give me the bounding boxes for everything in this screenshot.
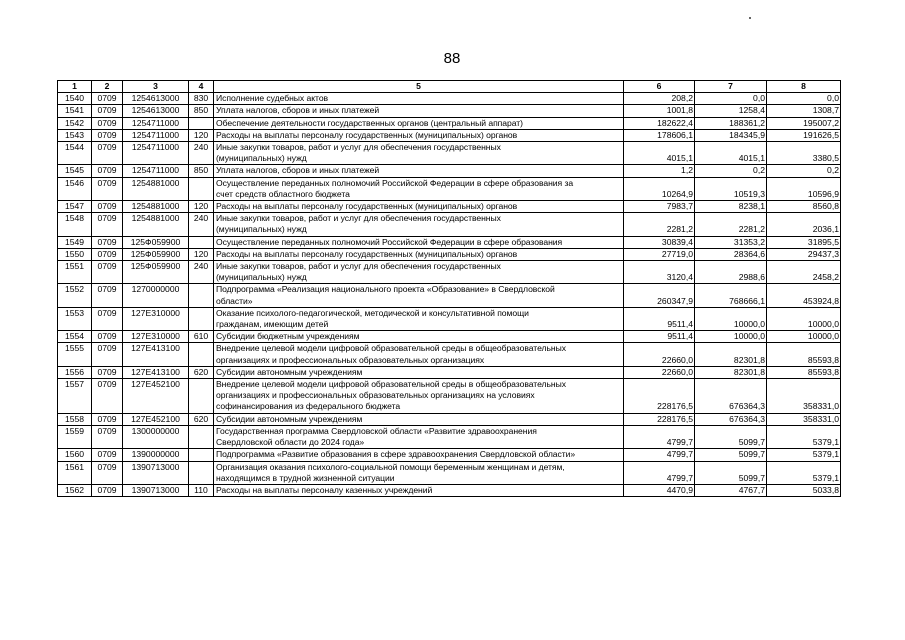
target-item-code-cell: 1390713000 — [123, 461, 189, 484]
expense-type-cell — [189, 379, 214, 414]
row-number-cell: 1552 — [58, 284, 92, 307]
description-line: счет средств областного бюджета — [216, 188, 350, 199]
row-number-cell: 1549 — [58, 236, 92, 248]
expense-type-cell — [189, 461, 214, 484]
expense-type-cell — [189, 343, 214, 366]
row-number-cell: 1546 — [58, 177, 92, 200]
description-cell — [214, 236, 624, 248]
description-line: софинансирования из федерального бюджета — [216, 401, 401, 412]
description-line: (муниципальных) нужд — [216, 272, 307, 283]
section-code-cell: 0709 — [92, 449, 123, 461]
row-number-cell: 1554 — [58, 331, 92, 343]
target-item-code-cell: 1254711000 — [123, 165, 189, 177]
amount-col8-cell: 31895,5 — [767, 236, 841, 248]
table-row — [58, 117, 841, 129]
table-row — [58, 142, 841, 165]
amount-col7-cell: 2281,2 — [695, 213, 767, 236]
table-row — [58, 129, 841, 141]
target-item-code-cell: 1254711000 — [123, 129, 189, 141]
row-number-cell: 1548 — [58, 213, 92, 236]
row-number-cell: 1540 — [58, 93, 92, 105]
section-code-cell: 0709 — [92, 425, 123, 448]
target-item-code-cell: 1254881000 — [123, 177, 189, 200]
expense-type-cell: 240 — [189, 261, 214, 284]
target-item-code-cell: 1300000000 — [123, 425, 189, 448]
description-line: гражданам, имеющим детей — [216, 319, 329, 330]
amount-col7-cell: 5099,7 — [695, 449, 767, 461]
table-row — [58, 213, 841, 236]
amount-col7-cell: 10000,0 — [695, 331, 767, 343]
description-cell — [214, 93, 624, 105]
target-item-code-cell: 1254711000 — [123, 117, 189, 129]
row-number-cell: 1545 — [58, 165, 92, 177]
section-code-cell: 0709 — [92, 284, 123, 307]
expense-type-cell: 120 — [189, 129, 214, 141]
target-item-code-cell: 1254881000 — [123, 213, 189, 236]
amount-col8-cell: 5379,1 — [767, 425, 841, 448]
row-number-cell: 1547 — [58, 201, 92, 213]
description-cell — [214, 105, 624, 117]
section-code-cell: 0709 — [92, 248, 123, 260]
column-header: 3 — [123, 81, 189, 93]
section-code-cell: 0709 — [92, 213, 123, 236]
description-line: Государственная программа Свердловской области «Развитие здравоохранения — [216, 425, 537, 436]
section-code-cell: 0709 — [92, 129, 123, 141]
amount-col7-cell: 28364,6 — [695, 248, 767, 260]
amount-col7-cell: 676364,3 — [695, 413, 767, 425]
amount-col7-cell: 10000,0 — [695, 307, 767, 330]
table-row — [58, 379, 841, 414]
amount-col8-cell: 29437,3 — [767, 248, 841, 260]
expense-type-cell — [189, 284, 214, 307]
amount-col8-cell: 191626,5 — [767, 129, 841, 141]
description-line: Подпрограмма «Реализация национального проекта «Образование» в Свердловской — [216, 284, 555, 295]
amount-col7-cell: 82301,8 — [695, 343, 767, 366]
section-code-cell: 0709 — [92, 413, 123, 425]
section-code-cell: 0709 — [92, 366, 123, 378]
section-code-cell: 0709 — [92, 201, 123, 213]
section-code-cell: 0709 — [92, 236, 123, 248]
amount-col8-cell: 0,2 — [767, 165, 841, 177]
table-row — [58, 413, 841, 425]
amount-col6-cell: 22660,0 — [624, 366, 695, 378]
table-row — [58, 284, 841, 307]
description-line: Расходы на выплаты персоналу государственных (муниципальных) органов — [216, 248, 518, 259]
amount-col6-cell: 4015,1 — [624, 142, 695, 165]
amount-col6-cell: 3120,4 — [624, 261, 695, 284]
description-cell — [214, 261, 624, 284]
amount-col6-cell: 4799,7 — [624, 425, 695, 448]
amount-col8-cell: 85593,8 — [767, 366, 841, 378]
amount-col6-cell: 260347,9 — [624, 284, 695, 307]
amount-col7-cell: 184345,9 — [695, 129, 767, 141]
description-line: Осуществление переданных полномочий Российской Федерации в сфере образования — [216, 236, 563, 247]
row-number-cell: 1557 — [58, 379, 92, 414]
amount-col6-cell: 9511,4 — [624, 331, 695, 343]
row-number-cell: 1558 — [58, 413, 92, 425]
description-line: (муниципальных) нужд — [216, 224, 307, 235]
amount-col7-cell: 1258,4 — [695, 105, 767, 117]
amount-col8-cell: 358331,0 — [767, 413, 841, 425]
amount-col6-cell: 2281,2 — [624, 213, 695, 236]
table-row — [58, 93, 841, 105]
amount-col7-cell: 188361,2 — [695, 117, 767, 129]
row-number-cell: 1562 — [58, 484, 92, 496]
amount-col8-cell: 2458,2 — [767, 261, 841, 284]
table-row — [58, 248, 841, 260]
expense-type-cell: 850 — [189, 165, 214, 177]
budget-table — [57, 80, 841, 497]
expense-type-cell: 620 — [189, 413, 214, 425]
description-line: Оказание психолого-педагогической, методической и консультативной помощи — [216, 307, 529, 318]
amount-col7-cell: 0,2 — [695, 165, 767, 177]
amount-col8-cell: 2036,1 — [767, 213, 841, 236]
target-item-code-cell: 125Ф059900 — [123, 248, 189, 260]
row-number-cell: 1550 — [58, 248, 92, 260]
header-row — [58, 81, 841, 93]
amount-col6-cell: 27719,0 — [624, 248, 695, 260]
table-row — [58, 236, 841, 248]
description-line: Внедрение целевой модели цифровой образовательной среды в общеобразовательных — [216, 379, 566, 390]
amount-col7-cell: 4015,1 — [695, 142, 767, 165]
expense-type-cell — [189, 177, 214, 200]
column-header: 8 — [767, 81, 841, 93]
target-item-code-cell: 1270000000 — [123, 284, 189, 307]
expense-type-cell — [189, 117, 214, 129]
table-row — [58, 261, 841, 284]
amount-col6-cell: 1001,8 — [624, 105, 695, 117]
amount-col6-cell: 7983,7 — [624, 201, 695, 213]
description-line: Расходы на выплаты персоналу казенных учреждений — [216, 484, 433, 495]
amount-col7-cell: 8238,1 — [695, 201, 767, 213]
amount-col8-cell: 358331,0 — [767, 379, 841, 414]
table-row — [58, 177, 841, 200]
amount-col8-cell: 85593,8 — [767, 343, 841, 366]
target-item-code-cell: 1254711000 — [123, 142, 189, 165]
description-cell — [214, 165, 624, 177]
section-code-cell: 0709 — [92, 117, 123, 129]
amount-col8-cell: 195007,2 — [767, 117, 841, 129]
description-line: Расходы на выплаты персоналу государственных (муниципальных) органов — [216, 201, 518, 212]
description-cell — [214, 379, 624, 414]
section-code-cell: 0709 — [92, 307, 123, 330]
description-cell — [214, 129, 624, 141]
target-item-code-cell: 1254613000 — [123, 105, 189, 117]
description-cell — [214, 461, 624, 484]
section-code-cell: 0709 — [92, 261, 123, 284]
table-row — [58, 331, 841, 343]
row-number-cell: 1560 — [58, 449, 92, 461]
description-cell — [214, 142, 624, 165]
description-cell — [214, 284, 624, 307]
amount-col8-cell: 0,0 — [767, 93, 841, 105]
amount-col6-cell: 4799,7 — [624, 461, 695, 484]
description-cell — [214, 201, 624, 213]
amount-col6-cell: 4470,9 — [624, 484, 695, 496]
amount-col8-cell: 5379,1 — [767, 461, 841, 484]
amount-col7-cell: 82301,8 — [695, 366, 767, 378]
table-row — [58, 449, 841, 461]
description-line: находящимся в трудной жизненной ситуации — [216, 472, 395, 483]
amount-col6-cell: 30839,4 — [624, 236, 695, 248]
section-code-cell: 0709 — [92, 142, 123, 165]
expense-type-cell: 120 — [189, 201, 214, 213]
row-number-cell: 1561 — [58, 461, 92, 484]
expense-type-cell — [189, 236, 214, 248]
table-row — [58, 307, 841, 330]
amount-col6-cell: 228176,5 — [624, 379, 695, 414]
table-row — [58, 343, 841, 366]
description-line: Иные закупки товаров, работ и услуг для обеспечения государственных — [216, 213, 501, 224]
amount-col8-cell: 10000,0 — [767, 307, 841, 330]
target-item-code-cell: 127Е310000 — [123, 307, 189, 330]
target-item-code-cell: 127Е413100 — [123, 343, 189, 366]
section-code-cell: 0709 — [92, 379, 123, 414]
description-cell — [214, 449, 624, 461]
expense-type-cell: 610 — [189, 331, 214, 343]
description-line: Иные закупки товаров, работ и услуг для обеспечения государственных — [216, 142, 501, 153]
row-number-cell: 1555 — [58, 343, 92, 366]
row-number-cell: 1553 — [58, 307, 92, 330]
column-header: 1 — [58, 81, 92, 93]
amount-col6-cell: 1,2 — [624, 165, 695, 177]
amount-col6-cell: 9511,4 — [624, 307, 695, 330]
description-line: Обеспечение деятельности государственных органов (центральный аппарат) — [216, 117, 523, 128]
description-cell — [214, 484, 624, 496]
description-line: Внедрение целевой модели цифровой образовательной среды в общеобразовательных — [216, 343, 566, 354]
description-line: Подпрограмма «Развитие образования в сфере здравоохранения Свердловской области» — [216, 449, 576, 460]
description-line: Субсидии автономным учреждениям — [216, 366, 363, 377]
target-item-code-cell: 127Е452100 — [123, 413, 189, 425]
amount-col8-cell: 453924,8 — [767, 284, 841, 307]
amount-col7-cell: 31353,2 — [695, 236, 767, 248]
expense-type-cell: 240 — [189, 213, 214, 236]
scan-speck — [749, 17, 751, 19]
description-line: Субсидии бюджетным учреждениям — [216, 331, 360, 342]
row-number-cell: 1551 — [58, 261, 92, 284]
column-header: 7 — [695, 81, 767, 93]
table-row — [58, 425, 841, 448]
amount-col7-cell: 10519,3 — [695, 177, 767, 200]
table-row — [58, 165, 841, 177]
description-cell — [214, 343, 624, 366]
target-item-code-cell: 1254881000 — [123, 201, 189, 213]
description-line: Иные закупки товаров, работ и услуг для обеспечения государственных — [216, 261, 501, 272]
description-cell — [214, 366, 624, 378]
page-number: 88 — [443, 50, 461, 67]
description-line: организациях и профессиональных образовательных организациях на условиях — [216, 390, 535, 401]
description-line: Организация оказания психолого-социальной помощи беременным женщинам и детям, — [216, 461, 565, 472]
target-item-code-cell: 127Е310000 — [123, 331, 189, 343]
section-code-cell: 0709 — [92, 331, 123, 343]
amount-col7-cell: 5099,7 — [695, 425, 767, 448]
target-item-code-cell: 127Е413100 — [123, 366, 189, 378]
row-number-cell: 1544 — [58, 142, 92, 165]
amount-col8-cell: 5379,1 — [767, 449, 841, 461]
section-code-cell: 0709 — [92, 177, 123, 200]
expense-type-cell: 830 — [189, 93, 214, 105]
row-number-cell: 1542 — [58, 117, 92, 129]
amount-col8-cell: 8560,8 — [767, 201, 841, 213]
amount-col6-cell: 4799,7 — [624, 449, 695, 461]
amount-col7-cell: 5099,7 — [695, 461, 767, 484]
description-line: Осуществление переданных полномочий Российской Федерации в сфере образования за — [216, 177, 574, 188]
target-item-code-cell: 1390713000 — [123, 484, 189, 496]
column-header: 2 — [92, 81, 123, 93]
column-header: 4 — [189, 81, 214, 93]
expense-type-cell: 120 — [189, 248, 214, 260]
amount-col6-cell: 182622,4 — [624, 117, 695, 129]
description-cell — [214, 331, 624, 343]
column-header: 6 — [624, 81, 695, 93]
amount-col6-cell: 228176,5 — [624, 413, 695, 425]
amount-col7-cell: 4767,7 — [695, 484, 767, 496]
section-code-cell: 0709 — [92, 343, 123, 366]
expense-type-cell — [189, 449, 214, 461]
table-row — [58, 461, 841, 484]
amount-col8-cell: 1308,7 — [767, 105, 841, 117]
section-code-cell: 0709 — [92, 105, 123, 117]
amount-col7-cell: 2988,6 — [695, 261, 767, 284]
description-line: Исполнение судебных актов — [216, 93, 329, 104]
target-item-code-cell: 1254613000 — [123, 93, 189, 105]
description-line: области» — [216, 295, 253, 306]
table-row — [58, 366, 841, 378]
expense-type-cell: 850 — [189, 105, 214, 117]
amount-col8-cell: 5033,8 — [767, 484, 841, 496]
description-line: Расходы на выплаты персоналу государственных (муниципальных) органов — [216, 129, 518, 140]
description-line: Свердловской области до 2024 года» — [216, 437, 365, 448]
amount-col7-cell: 0,0 — [695, 93, 767, 105]
description-cell — [214, 248, 624, 260]
description-cell — [214, 413, 624, 425]
column-header: 5 — [214, 81, 624, 93]
amount-col6-cell: 178606,1 — [624, 129, 695, 141]
amount-col7-cell: 676364,3 — [695, 379, 767, 414]
target-item-code-cell: 125Ф059900 — [123, 236, 189, 248]
section-code-cell: 0709 — [92, 461, 123, 484]
expense-type-cell — [189, 307, 214, 330]
table-row — [58, 484, 841, 496]
description-line: (муниципальных) нужд — [216, 153, 307, 164]
expense-type-cell: 240 — [189, 142, 214, 165]
amount-col7-cell: 768666,1 — [695, 284, 767, 307]
description-cell — [214, 177, 624, 200]
row-number-cell: 1543 — [58, 129, 92, 141]
amount-col6-cell: 10264,9 — [624, 177, 695, 200]
amount-col8-cell: 10000,0 — [767, 331, 841, 343]
amount-col8-cell: 10596,9 — [767, 177, 841, 200]
table-row — [58, 201, 841, 213]
description-cell — [214, 307, 624, 330]
description-cell — [214, 117, 624, 129]
expense-type-cell: 110 — [189, 484, 214, 496]
description-line: Уплата налогов, сборов и иных платежей — [216, 105, 380, 116]
section-code-cell: 0709 — [92, 165, 123, 177]
description-cell — [214, 213, 624, 236]
description-cell — [214, 425, 624, 448]
amount-col6-cell: 22660,0 — [624, 343, 695, 366]
description-line: Уплата налогов, сборов и иных платежей — [216, 165, 380, 176]
expense-type-cell — [189, 425, 214, 448]
description-line: Субсидии автономным учреждениям — [216, 413, 363, 424]
amount-col6-cell: 208,2 — [624, 93, 695, 105]
table-row — [58, 105, 841, 117]
row-number-cell: 1556 — [58, 366, 92, 378]
row-number-cell: 1559 — [58, 425, 92, 448]
expense-type-cell: 620 — [189, 366, 214, 378]
row-number-cell: 1541 — [58, 105, 92, 117]
target-item-code-cell: 127Е452100 — [123, 379, 189, 414]
amount-col8-cell: 3380,5 — [767, 142, 841, 165]
target-item-code-cell: 1390000000 — [123, 449, 189, 461]
section-code-cell: 0709 — [92, 93, 123, 105]
description-line: организациях и профессиональных образовательных организациях — [216, 354, 485, 365]
target-item-code-cell: 125Ф059900 — [123, 261, 189, 284]
section-code-cell: 0709 — [92, 484, 123, 496]
